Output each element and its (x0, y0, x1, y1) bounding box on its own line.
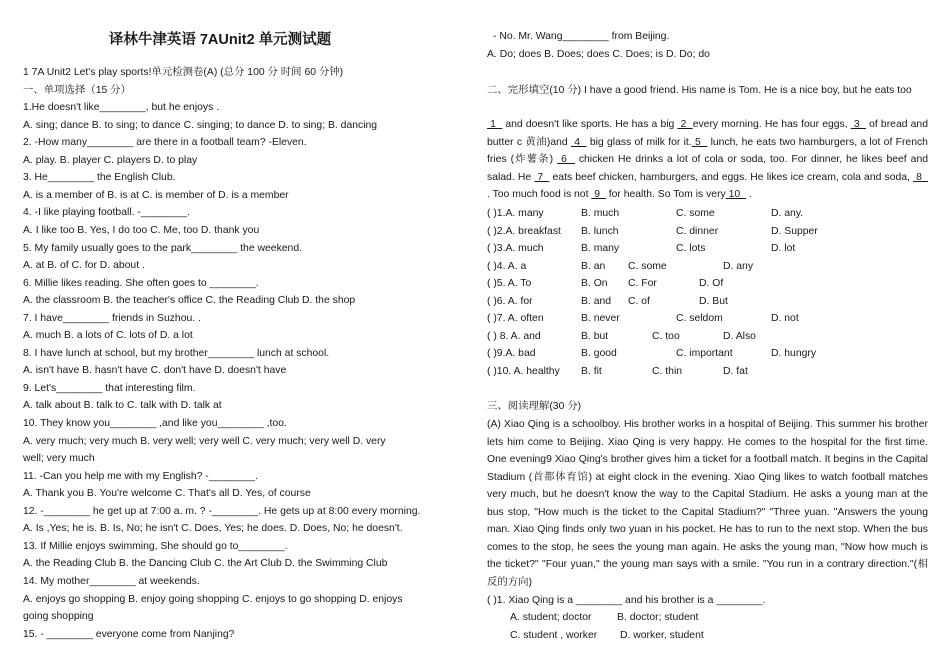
reading-heading: 三、阅读理解(30 分) (487, 401, 582, 412)
cloze-option: D. not (771, 313, 799, 325)
left-line: A. sing; dance B. to sing; to dance C. singing; to dance D. to sing; B. dancing (23, 119, 378, 131)
left-line: 2. -How many________ are there in a football team? -Eleven. (23, 137, 307, 149)
cloze-option: B. much (581, 208, 620, 219)
cloze-question-number: ( )1.A. many (487, 208, 544, 219)
cloze-option: D. any. (771, 208, 804, 219)
cloze-option: C. lots (676, 243, 706, 255)
cloze-option: B. many (581, 243, 620, 255)
cloze-question-number: ( )2.A. breakfast (487, 225, 561, 237)
left-line: 1.He doesn't like________, but he enjoys . (23, 102, 220, 114)
left-line: 1 7A Unit2 Let's play sports!单元检测卷(A) (总分 100 分 时间 60 分钟) (23, 67, 344, 78)
rq1-option-c: C. student , worker (510, 630, 598, 641)
blank-2: 2 (677, 119, 693, 130)
left-line: A. much B. a lots of C. lots of D. a lot (23, 330, 193, 342)
cloze-option: D. lot (771, 243, 796, 255)
blank-7: 7 (534, 171, 550, 183)
left-line: 3. He________ the English Club. (23, 172, 176, 184)
cloze-question-number: ( )7. A. often (487, 313, 544, 325)
left-line: A. at B. of C. for D. about . (23, 260, 145, 272)
blank-9: 9 (591, 189, 606, 201)
cloze-question-number: ( )3.A. much (487, 243, 544, 255)
left-line: A. is a member of B. is at C. is member of D. is a member (23, 189, 289, 201)
cloze-option: B. but (581, 330, 609, 342)
reading-question-1: ( )1. Xiao Qing is a ________ and his brother is a ________. (487, 595, 766, 606)
cloze-option: D. fat (723, 365, 748, 377)
cloze-option: B. On (581, 278, 608, 290)
left-line: A. I like too B. Yes, I do too C. Me, too D. thank you (23, 224, 260, 236)
left-line: A. very much; very much B. very well; very well C. very much; very well D. very (23, 435, 386, 447)
blank-5: 5 (691, 136, 708, 148)
cloze-question-number: ( )6. A. for (487, 295, 533, 307)
cloze-option: C. some (676, 208, 715, 219)
cloze-option: B. fit (581, 365, 602, 377)
cloze-option: C. dinner (676, 225, 719, 237)
cloze-option: B. good (581, 348, 617, 360)
left-line: 7. I have________ friends in Suzhou. . (23, 312, 201, 324)
cloze-option: C. important (676, 348, 733, 360)
cloze-option: B. an (581, 260, 606, 272)
left-line: 12. -________ he get up at 7:00 a. m. ? -________. He gets up at 8:00 every morning. (23, 505, 421, 517)
q15-options: A. Do; does B. Does; does C. Does; is D. Do; do (487, 49, 710, 60)
rq1-option-b: B. doctor; student (617, 612, 699, 623)
rq1-option-a: A. student; doctor (510, 612, 592, 623)
cloze-option: D. any (723, 260, 754, 272)
cloze-option: C. some (628, 260, 667, 272)
left-line: 13. If Millie enjoys swimming, She should go to________. (23, 540, 288, 552)
cloze-option: C. seldom (676, 313, 723, 325)
left-line: 4. -I like playing football. -________. (23, 207, 190, 219)
q15-answer-line: - No. Mr. Wang________ from Beijing. (493, 31, 670, 42)
cloze-option: C. thin (652, 365, 683, 377)
cloze-option: B. and (581, 295, 612, 307)
blank-8: 8 (913, 171, 928, 183)
page-title: 译林牛津英语 7AUnit2 单元测试题 (108, 32, 332, 48)
cloze-option: C. of (628, 295, 650, 307)
left-line: A. enjoys go shopping B. enjoy going shopping C. enjoys to go shopping D. enjoys (23, 593, 403, 605)
cloze-option: D. Supper (771, 225, 818, 237)
left-line: 15. - ________ everyone come from Nanjing? (23, 628, 235, 640)
blank-3: 3 (850, 119, 866, 130)
left-line: going shopping (23, 611, 94, 623)
cloze-passage: 1 and doesn't like sports. He has a big 2 every morning. He has four eggs, 3 of bread and butter c 黄油)and 4 big glass of milk for it. 5 lunch, he eats two hamburgers, a lot of French fries (炸薯条) 6 chicken He drinks a lot of cola or soda, too. For dinner, he likes beef and salad. He 7 eats beef chicken, hamburgers, and eggs. He likes ice cream, cola and soda, 8 . Too much food is not 9 for health. So Tom is very 10 . (487, 119, 928, 201)
cloze-option: B. lunch (581, 225, 619, 237)
left-line: well; very much (23, 453, 95, 465)
left-line: 11. -Can you help me with my English? -________. (23, 470, 258, 482)
blank-4: 4 (570, 136, 587, 148)
cloze-heading: 二、完形填空(10 分) I have a good friend. His name is Tom. He is a nice boy, but he eats too (487, 85, 912, 96)
blank-6: 6 (557, 154, 575, 166)
left-line: A. play. B. player C. players D. to play (23, 154, 198, 166)
cloze-option: D. hungry (771, 348, 817, 360)
cloze-question-number: ( )10. A. healthy (487, 365, 560, 377)
left-line: 9. Let's________ that interesting film. (23, 382, 196, 394)
reading-passage: (A) Xiao Qing is a schoolboy. His brother works in a hospital of Beijing. This summer his brother lets him come to Beijing. Xiao Qing is very happy. He comes to the hospital for the first time. One evening9 Xiao Qing's brother gives him a ticket for a football match. It begins in the Capital Stadium (首都体育馆) at eight clock in the evening. Xiao Qing likes to watch football matches very much, but he doesn't know the way to the Capital Stadium. He asks a young man at the bus stop, "How much is the ticket to the Capital Stadium?" "Three yuan. "Answers the young man. Xiao Qing finds only two yuan in his pocket. He has to run to the next stop. When the bus comes to the stop, he sees the young man again. He asks the young man, "Now how much is the ticket?" "Four yuan," the young man says with a smile. "You run in a contrary direction."(相反的方向) (487, 419, 928, 588)
left-line: 14. My mother________ at weekends. (23, 575, 200, 587)
blank-10: 10 (725, 189, 746, 201)
left-line: A. Thank you B. You're welcome C. That's all D. Yes, of course (23, 488, 311, 500)
cloze-question-number: ( ) 8. A. and (487, 330, 541, 342)
cloze-question-number: ( )9.A. bad (487, 348, 536, 360)
cloze-question-number: ( )5. A. To (487, 278, 532, 290)
left-line: A. the Reading Club B. the Dancing Club C. the Art Club D. the Swimming Club (23, 558, 388, 570)
cloze-option: D. Of (699, 278, 724, 290)
left-line: 6. Millie likes reading. She often goes to ________. (23, 277, 259, 289)
left-line: A. the classroom B. the teacher's office C. the Reading Club D. the shop (23, 295, 356, 307)
cloze-option: C. For (628, 278, 657, 290)
left-line: A. talk about B. talk to C. talk with D. talk at (23, 400, 222, 412)
left-line: 8. I have lunch at school, but my brother________ lunch at school. (23, 347, 330, 359)
rq1-option-d: D. worker, student (620, 630, 704, 641)
cloze-option: D. But (699, 295, 728, 307)
left-line: 10. They know you________ ,and like you________ ,too. (23, 418, 287, 429)
left-line: 5. My family usually goes to the park________ the weekend. (23, 242, 302, 254)
blank-1: 1 (487, 119, 503, 130)
left-line: A. isn't have B. hasn't have C. don't have D. doesn't have (23, 365, 287, 377)
cloze-option: B. never (581, 313, 620, 325)
cloze-question-number: ( )4. A. a (487, 260, 527, 272)
cloze-option: D. Also (723, 330, 756, 342)
cloze-option: C. too (652, 330, 680, 342)
left-line: A. Is ,Yes; he is. B. Is, No; he isn't C. Does, Yes; he does. D. Does, No; he doesn't. (23, 523, 403, 535)
left-line: 一、单项选择（15 分） (23, 84, 131, 96)
